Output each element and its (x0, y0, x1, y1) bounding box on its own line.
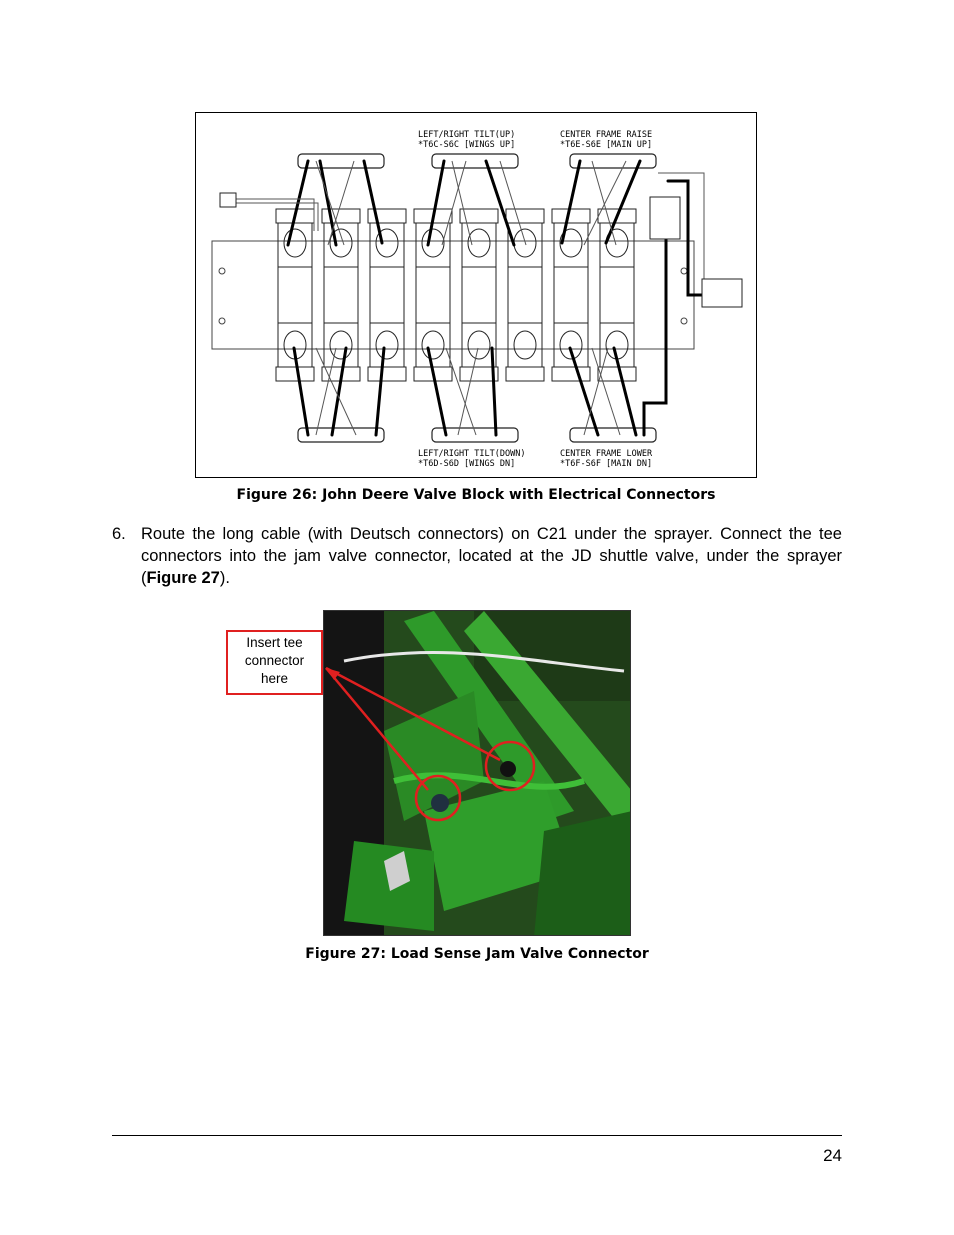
valve-block-drawing (196, 113, 758, 479)
mount-hole (219, 318, 225, 324)
wires-black (288, 161, 706, 435)
figure-27-photo (323, 610, 631, 936)
page-number: 24 (823, 1146, 842, 1165)
label-tilt-up: LEFT/RIGHT TILT(UP) (418, 130, 516, 140)
label-group-top (418, 130, 653, 469)
valve-knurl-top (552, 209, 590, 223)
valve-nut-bottom (376, 331, 398, 359)
insert-callout: Insert tee connector here (226, 630, 323, 695)
valve-coil-bottom (462, 323, 496, 367)
valve-nut-bottom (514, 331, 536, 359)
valve-body (370, 267, 404, 323)
valve-columns (276, 209, 636, 381)
mount-hole (219, 268, 225, 274)
valve-nut-bottom (468, 331, 490, 359)
figure-26-diagram (195, 112, 757, 478)
label-raise: CENTER FRAME RAISE (560, 130, 653, 140)
right-relay (650, 197, 680, 239)
step-text: Route the long cable (with Deutsch connectors) on C21 under the sprayer. Connect the tee connectors into the jam valve connector, located at the JD shuttle valve, under the sprayer (Figure 27). (141, 525, 842, 587)
valve-body (324, 267, 358, 323)
label-raise-sub: *T6E-S6E [MAIN UP] (560, 140, 653, 150)
valve-body (462, 267, 496, 323)
valve-coil-top (416, 223, 450, 267)
valve-body (554, 267, 588, 323)
valve-coil-bottom (508, 323, 542, 367)
valve-coil-top (370, 223, 404, 267)
valve-knurl-bottom (598, 367, 636, 381)
valve-knurl-bottom (506, 367, 544, 381)
valve-coil-bottom (370, 323, 404, 367)
valve-coil-top (600, 223, 634, 267)
mount-hole (681, 268, 687, 274)
valve-knurl-bottom (552, 367, 590, 381)
valve-nut-bottom (422, 331, 444, 359)
valve-coil-bottom (324, 323, 358, 367)
right-connector (702, 279, 742, 307)
valve-body (278, 267, 312, 323)
valve-coil-bottom (416, 323, 450, 367)
valve-coil-top (324, 223, 358, 267)
wires-thin (236, 161, 708, 435)
label-lower-sub: *T6F-S6F [MAIN DN] (560, 459, 653, 469)
step-number: 6. (112, 525, 126, 543)
valve-knurl-bottom (276, 367, 314, 381)
photo-illustration (324, 611, 631, 936)
label-tilt-up-sub: *T6C-S6C [WINGS UP] (418, 140, 516, 150)
label-tilt-down-sub: *T6D-S6D [WINGS DN] (418, 459, 516, 469)
footer-rule (112, 1135, 842, 1136)
valve-nut-bottom (330, 331, 352, 359)
mount-hole (681, 318, 687, 324)
valve-coil-bottom (554, 323, 588, 367)
valve-knurl-top (460, 209, 498, 223)
label-tilt-down: LEFT/RIGHT TILT(DOWN) (418, 449, 526, 459)
valve-coil-top (554, 223, 588, 267)
valve-knurl-top (506, 209, 544, 223)
left-plug (220, 193, 236, 207)
valve-knurl-bottom (368, 367, 406, 381)
valve-body (416, 267, 450, 323)
valve-body (600, 267, 634, 323)
valve-nut-top (422, 229, 444, 257)
valve-body (508, 267, 542, 323)
step-6 (112, 523, 842, 589)
valve-knurl-top (322, 209, 360, 223)
figure-26-caption: Figure 26: John Deere Valve Block with Electrical Connectors (236, 487, 716, 503)
figure-27-caption: Figure 27: Load Sense Jam Valve Connector (305, 946, 649, 962)
valve-coil-top (278, 223, 312, 267)
label-lower: CENTER FRAME LOWER (560, 449, 653, 459)
figure-27-reference: Figure 27 (146, 569, 220, 587)
valve-coil-top (462, 223, 496, 267)
